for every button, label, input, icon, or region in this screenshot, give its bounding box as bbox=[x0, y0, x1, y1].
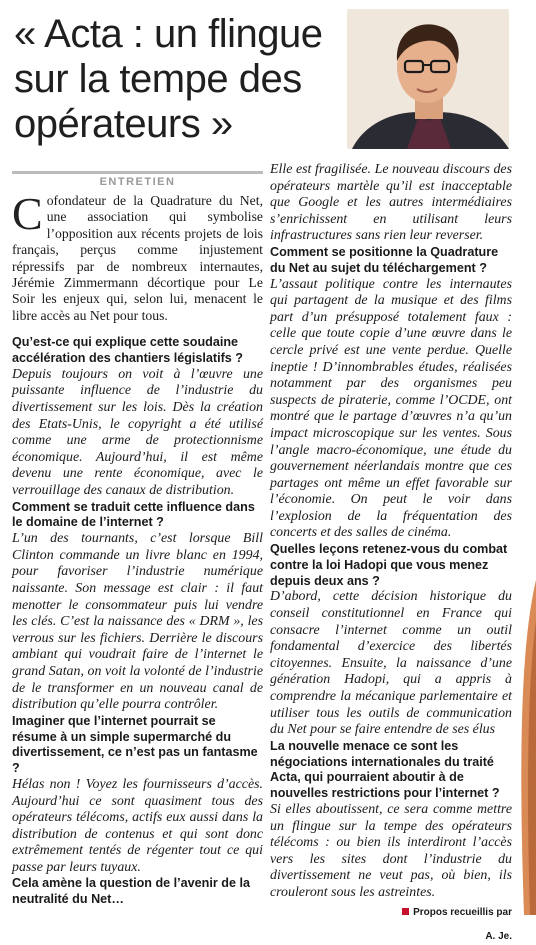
intro-paragraph bbox=[12, 188, 263, 324]
answer-6: D’abord, cette décision historique du conseil constitutionnel en France qui consacre l’internet comme un outil fondamental d’exercice des libertés citoyennes. Ensuite, la naissance d’une génération Hadopi, qui a appris à comprendre la mécanique parlementaire et utiliser tous les outils de communication du Net pour se faire entendre de ses élus bbox=[270, 589, 512, 738]
portrait-photo bbox=[347, 9, 509, 149]
headline: « Acta : un flingue sur la tempe des opérateurs » bbox=[14, 12, 323, 146]
question-2: Comment se traduit cette influence dans le domaine de l’internet ? bbox=[12, 499, 255, 530]
answer-2: L’un des tournants, c’est lorsque Bill Clinton commande un livre blanc en 1994, pour favoriser l’industrie numérique naissante. Son message est clair : il faut menotter le consommateur puis lui vendre les clés. C’est la naissance des « DRM », les verrous sur les fichiers. Derrière le discours ambiant qui voudrait faire de l’internet le grand Satan, on voit la volonté de l’industrie de le transformer en un nouveau canal de distribution qu’elle pourra contrôler. bbox=[12, 531, 263, 713]
answer-7: Si elles aboutissent, ce sera comme mettre un flingue sur la tempe des opérateurs télécoms : ou bien ils interdiront l’accès vers les sites dont l’industrie du divertissement ne veut pas, où bien, ils crouleront sous les astreintes. bbox=[270, 801, 512, 900]
adjacent-image-edge bbox=[512, 580, 536, 915]
question-6: Quelles leçons retenez-vous du combat contre la loi Hadopi que vous menez depuis deux ans ? bbox=[270, 542, 508, 588]
answer-4: Elle est fragilisée. Le nouveau discours des opérateurs martèle qu’il est inacceptable que Google et les autres intermédiaires s’enrichissent en utilisant leurs infrastructures sans rien leur reverser. bbox=[270, 162, 512, 244]
credit-line bbox=[270, 904, 512, 921]
question-1: Qu’est-ce qui explique cette soudaine accélération des chantiers législatifs ? bbox=[12, 335, 243, 366]
credit-text: Propos recueillis par bbox=[413, 906, 512, 918]
question-4: Cela amène la question de l’avenir de la neutralité du Net… bbox=[12, 876, 250, 907]
column-left bbox=[12, 171, 263, 908]
credit-square-icon bbox=[402, 908, 409, 915]
intro-text: ofondateur de la Quadrature du Net, une association qui symbolise l’opposition aux récents projets de lois français, perçus comme injustement répressifs par de nombreux internautes, Jérémie Zimmermann décortique pour Le Soir les enjeux qui, selon lui, menacent le libre accès au Net pour tous. bbox=[12, 193, 263, 323]
answer-5: L’assaut politique contre les internautes qui partagent de la musique et des films part d’un présupposé totalement faux : celle que toute copie d’une œuvre dans le cercle privé est une vente perdue. Quelle ineptie ! D’innombrables études, réalisées notamment par des organismes peu suspects de piraterie, comme l’OCDE, ont montré que le partage d’œuvres n’a qu’un impact microscopique sur les ventes. Sous l’angle macro-économique, une étude du gouvernement néerlandais montre que ces partages ont même un effet favorable sur l’économie. On peut le voir dans l’explosion de la fréquentation des concerts et des salles de cinéma. bbox=[270, 276, 512, 541]
section-kicker: ENTRETIEN bbox=[12, 171, 263, 191]
question-5: Comment se positionne la Quadrature du Net au sujet du téléchargement ? bbox=[270, 244, 499, 275]
question-7: La nouvelle menace ce sont les négociations internationales du traité Acta, qui pourraient aboutir à de nouvelles restrictions pour l’internet ? bbox=[270, 738, 500, 801]
drop-cap: C bbox=[12, 188, 43, 239]
credit-author: A. Je. bbox=[485, 930, 512, 942]
answer-1: Depuis toujours on voit à l’œuvre une puissante influence de l’industrie du divertissement sur les lois. Dès la création des Etats-Unis, le copyright a été utilisé comme une arme de protectionnisme économique. Aujourd’hui, il est même devenu une rente économique, avec le verrouillage des canaux de distribution. bbox=[12, 366, 263, 498]
answer-3: Hélas non ! Voyez les fournisseurs d’accès. Aujourd’hui ce sont quasiment tous des opérateurs télécoms, actifs eux aussi dans la distribution de contenus et qui sont donc extrêmement tentés de régenter tout ce qui passe par leurs tuyaux. bbox=[12, 776, 263, 875]
question-3: Imaginer que l’internet pourrait se résume à un simple supermarché du divertissement, ce n’est pas un fantasme ? bbox=[12, 713, 258, 776]
column-right bbox=[270, 162, 512, 945]
